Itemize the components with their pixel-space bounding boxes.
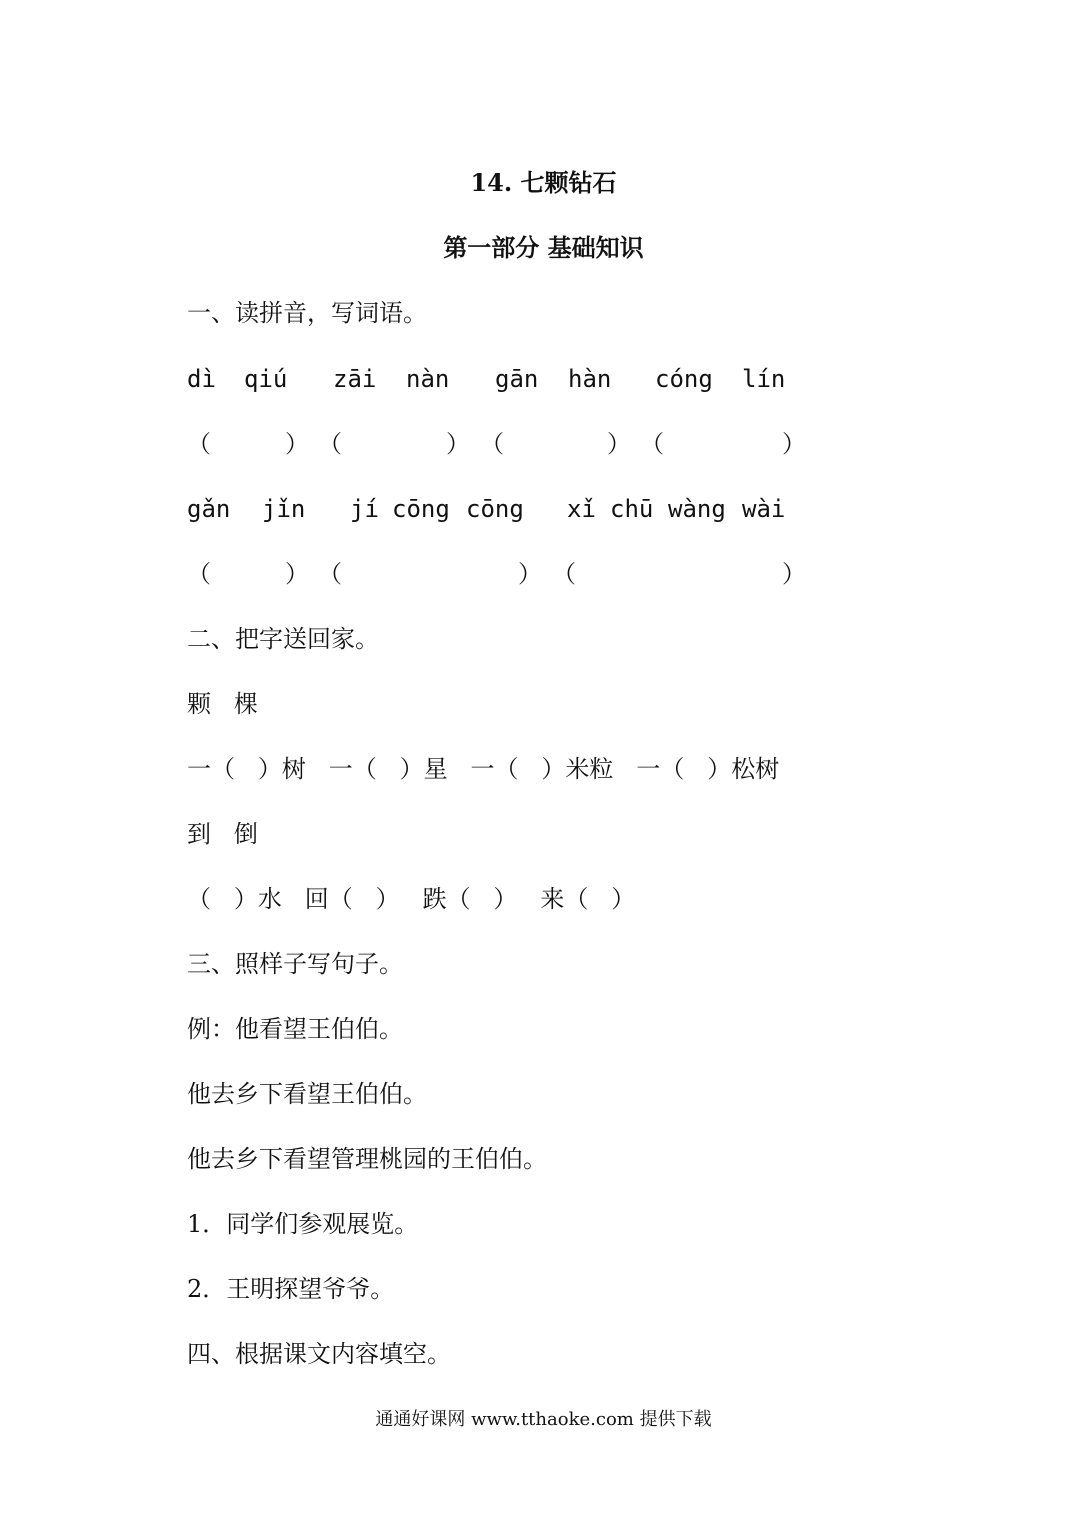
- answer-paren-close: ）: [285, 560, 309, 588]
- pinyin: chū: [610, 495, 654, 523]
- pinyin: gān: [495, 365, 539, 393]
- char-pair: 到 倒: [187, 820, 258, 848]
- q2-heading: 二、把字送回家。: [187, 625, 379, 653]
- pinyin: hàn: [568, 365, 612, 393]
- example-sentence: 他去乡下看望王伯伯。: [187, 1080, 427, 1108]
- pinyin: xǐ: [567, 495, 596, 523]
- answer-paren-open: （: [318, 560, 342, 588]
- answer-paren-close: ）: [782, 430, 806, 458]
- answer-paren-close: ）: [518, 560, 542, 588]
- exercise-item: 1．同学们参观展览。: [187, 1210, 419, 1238]
- answer-paren-open: （: [187, 430, 211, 458]
- answer-paren-open: （: [187, 560, 211, 588]
- answer-paren-open: （: [552, 560, 576, 588]
- pinyin: cōng: [392, 495, 450, 523]
- pinyin: zāi: [333, 365, 377, 393]
- q3-heading: 三、照样子写句子。: [187, 950, 403, 978]
- pinyin: gǎn: [187, 495, 231, 523]
- pinyin: dì: [187, 365, 216, 393]
- answer-paren-open: （: [640, 430, 664, 458]
- pinyin: jǐn: [262, 495, 306, 523]
- example-sentence: 例：他看望王伯伯。: [187, 1015, 403, 1043]
- exercise-item: 2．王明探望爷爷。: [187, 1275, 395, 1303]
- answer-paren-close: ）: [607, 430, 631, 458]
- fill-line: 一（ ）树 一（ ）星 一（ ）米粒 一（ ）松树: [187, 755, 780, 783]
- pinyin: qiú: [244, 365, 288, 393]
- answer-paren-close: ）: [782, 560, 806, 588]
- example-sentence: 他去乡下看望管理桃园的王伯伯。: [187, 1145, 547, 1173]
- pinyin: lín: [742, 365, 786, 393]
- q1-heading: 一、读拼音，写词语。: [187, 299, 427, 327]
- section-title: 第一部分 基础知识: [443, 233, 644, 262]
- q4-heading: 四、根据课文内容填空。: [187, 1340, 451, 1368]
- document-title: 14. 七颗钻石: [470, 168, 617, 197]
- page-footer: 通通好课网 www.tthaoke.com 提供下载: [375, 1409, 712, 1430]
- answer-paren-open: （: [318, 430, 342, 458]
- char-pair: 颗 棵: [187, 690, 258, 718]
- pinyin: cóng: [655, 365, 713, 393]
- answer-paren-open: （: [480, 430, 504, 458]
- answer-paren-close: ）: [446, 430, 470, 458]
- pinyin: nàn: [406, 365, 450, 393]
- pinyin: cōng: [466, 495, 524, 523]
- pinyin: wàng: [668, 495, 726, 523]
- pinyin: jí: [350, 495, 379, 523]
- pinyin: wài: [742, 495, 786, 523]
- fill-line: （ ）水 回（ ） 跌（ ） 来（ ）: [187, 885, 636, 913]
- answer-paren-close: ）: [285, 430, 309, 458]
